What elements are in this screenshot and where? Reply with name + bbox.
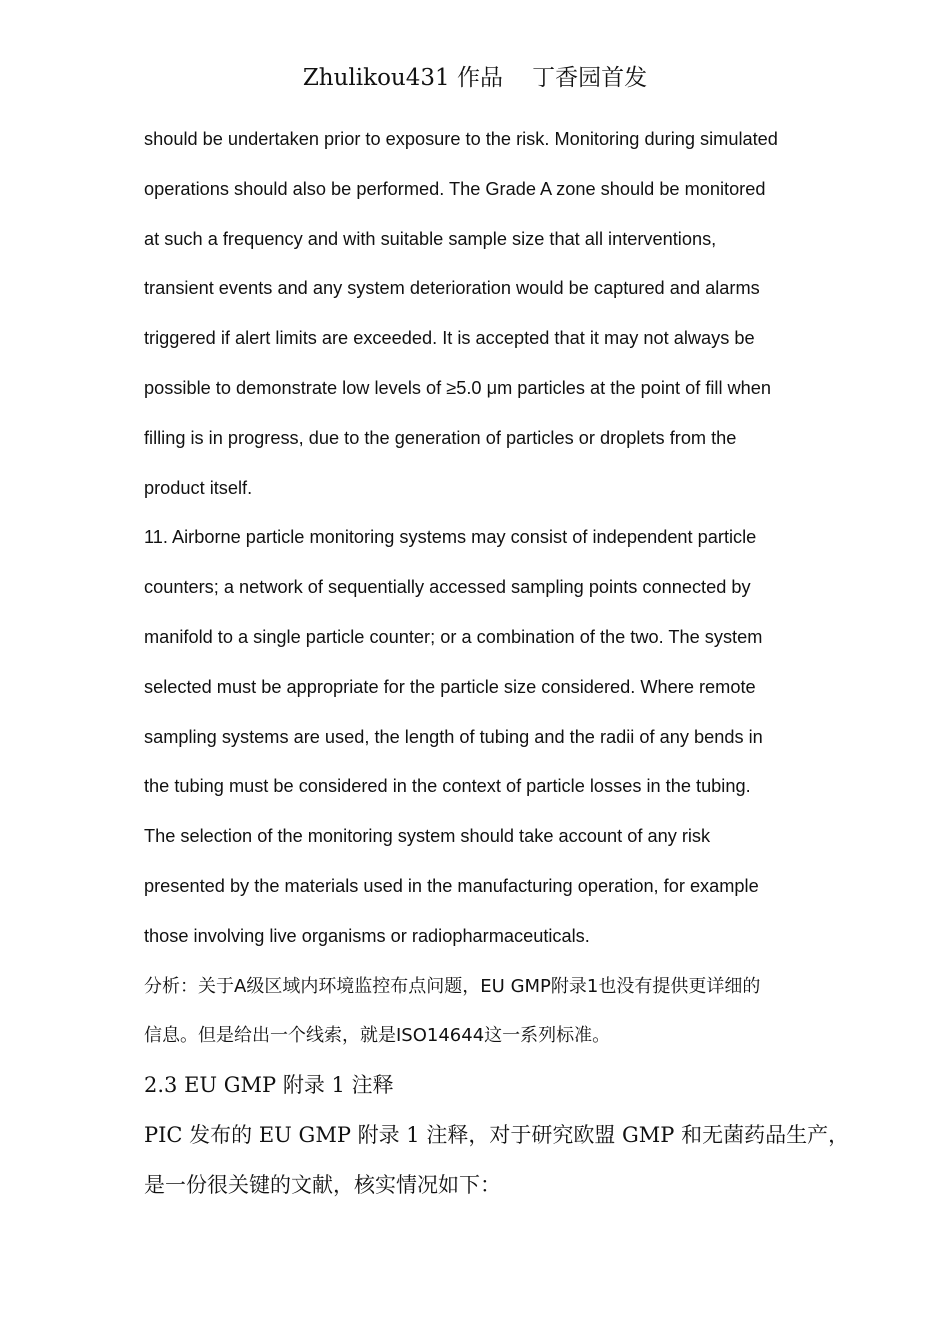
text-line: possible to demonstrate low levels of ≥5.0 μm particles at the point of fill when — [144, 377, 772, 398]
text-line: PIC 发布的 EU GMP 附录 1 注释，对于研究欧盟 GMP 和无菌药品生产， — [144, 1122, 850, 1147]
text-line: 11. Airborne particle monitoring systems may consist of independent particle — [144, 527, 757, 548]
text-line: presented by the materials used in the manufacturing operation, for example — [144, 875, 759, 896]
analysis-paragraph — [144, 962, 824, 1062]
text-line: the tubing must be considered in the context of particle losses in the tubing. — [144, 776, 751, 797]
section-annex1-notes — [144, 1061, 850, 1210]
page-header: Zhulikou431 作品 丁香园首发 — [302, 65, 648, 91]
text-line: The selection of the monitoring system should take account of any risk — [144, 826, 711, 847]
section-heading: 2.3 EU GMP 附录 1 注释 — [144, 1073, 394, 1098]
text-line: selected must be appropriate for the particle size considered. Where remote — [144, 676, 756, 697]
text-line: 是一份很关键的文献，核实情况如下： — [144, 1172, 501, 1197]
text-line: operations should also be performed. The Grade A zone should be monitored — [144, 178, 766, 199]
text-line: should be undertaken prior to exposure to the risk. Monitoring during simulated — [144, 129, 778, 149]
text-line: filling is in progress, due to the generation of particles or droplets from the — [144, 427, 737, 448]
text-line: 分析：关于A级区域内环境监控布点问题，EU GMP附录1也没有提供更详细的 — [144, 975, 761, 997]
text-line: triggered if alert limits are exceeded. It is accepted that it may not always be — [144, 328, 755, 349]
document-body — [144, 115, 850, 1211]
text-line: transient events and any system deterioration would be captured and alarms — [144, 278, 760, 299]
text-line: at such a frequency and with suitable sample size that all interventions, — [144, 228, 717, 249]
text-line: 信息。但是给出一个线索，就是ISO14644这一系列标准。 — [144, 1025, 611, 1047]
text-line: those involving live organisms or radiopharmaceuticals. — [144, 925, 590, 946]
paragraph-airborne-particle-systems — [144, 513, 824, 961]
text-line: product itself. — [144, 477, 253, 498]
text-line: counters; a network of sequentially accessed sampling points connected by — [144, 577, 751, 598]
paragraph-grade-a-monitoring — [144, 115, 824, 513]
text-line: manifold to a single particle counter; or a combination of the two. The system — [144, 626, 763, 647]
text-line: sampling systems are used, the length of tubing and the radii of any bends in — [144, 726, 763, 747]
